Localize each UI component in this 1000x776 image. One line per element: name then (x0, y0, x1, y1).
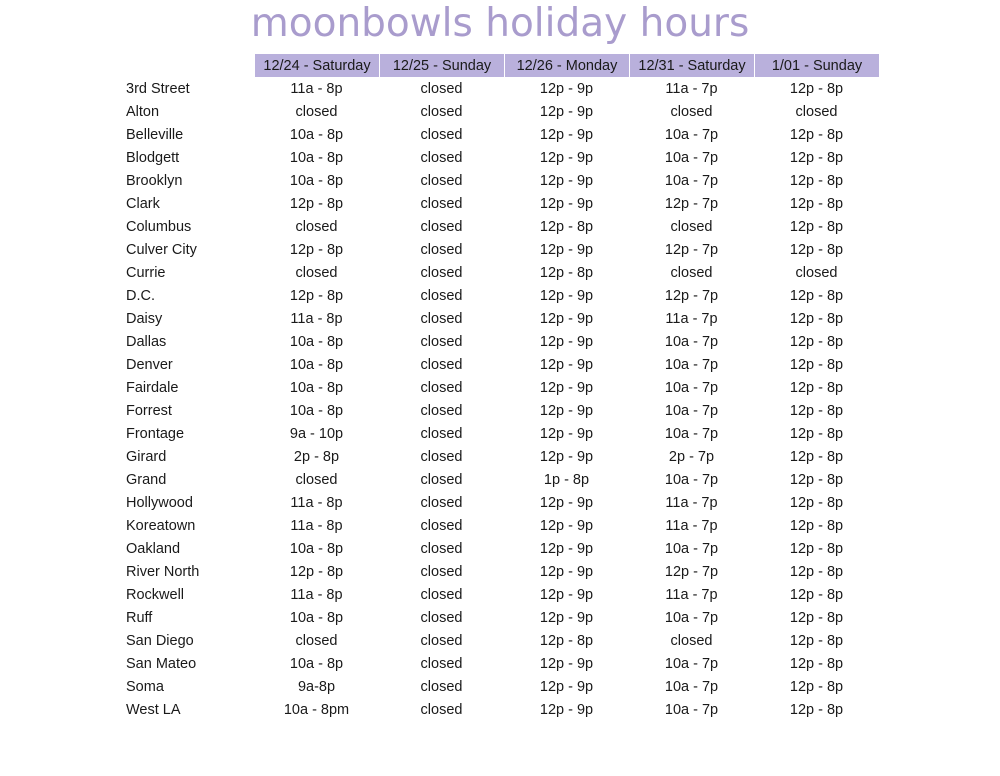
hours-cell: closed (420, 540, 463, 557)
location-name: Girard (126, 448, 167, 465)
hours-cell: 12p - 9p (539, 563, 594, 580)
holiday-hours-table (122, 54, 879, 721)
hours-cell: closed (420, 655, 463, 672)
hours-cell: 12p - 9p (539, 402, 594, 419)
hours-cell: 11a - 7p (665, 494, 718, 511)
hours-cell: 12p - 8p (789, 448, 844, 465)
hours-cell: 10a - 7p (664, 701, 719, 718)
hours-cell: 11a - 7p (665, 517, 718, 534)
hours-cell: closed (420, 195, 463, 212)
hours-cell: 12p - 9p (539, 126, 594, 143)
table-row (122, 146, 879, 169)
hours-cell: 11a - 8p (290, 310, 343, 327)
location-name: Denver (126, 356, 173, 373)
hours-cell: closed (295, 103, 338, 120)
hours-cell: 10a - 7p (664, 655, 719, 672)
column-header-dec-31: 12/31 - Saturday (629, 54, 754, 77)
table-row (122, 77, 879, 100)
table-row (122, 192, 879, 215)
hours-cell: closed (420, 425, 463, 442)
location-name: Blodgett (126, 149, 180, 166)
hours-cell: 12p - 8p (789, 517, 844, 534)
hours-cell: closed (420, 264, 463, 281)
hours-cell: closed (420, 563, 463, 580)
hours-cell: 10a - 7p (664, 333, 719, 350)
location-name: Alton (126, 103, 160, 120)
table-row (122, 560, 879, 583)
location-name: Hollywood (126, 494, 193, 511)
table-row (122, 675, 879, 698)
hours-cell: closed (420, 402, 463, 419)
location-name: Rockwell (126, 586, 185, 603)
hours-cell: 12p - 9p (539, 517, 594, 534)
location-name: Brooklyn (126, 172, 183, 189)
hours-cell: 12p - 8p (289, 241, 344, 258)
table-row (122, 514, 879, 537)
hours-cell: 12p - 7p (664, 563, 719, 580)
hours-cell: 12p - 8p (539, 264, 594, 281)
hours-cell: 12p - 8p (539, 632, 594, 649)
location-name: Clark (126, 195, 160, 212)
hours-cell: 12p - 9p (539, 195, 594, 212)
hours-cell: closed (420, 80, 463, 97)
hours-cell: 12p - 8p (789, 563, 844, 580)
location-name: Koreatown (126, 517, 196, 534)
hours-cell: 11a - 8p (290, 494, 343, 511)
location-name: Oakland (126, 540, 181, 557)
location-name: Columbus (126, 218, 192, 235)
hours-cell: 10a - 8pm (283, 701, 350, 718)
column-header-jan-01: 1/01 - Sunday (754, 54, 879, 77)
hours-cell: 12p - 8p (289, 195, 344, 212)
hours-cell: closed (795, 264, 838, 281)
location-name: West LA (126, 701, 181, 718)
hours-cell: 12p - 7p (664, 287, 719, 304)
hours-cell: 12p - 8p (789, 655, 844, 672)
hours-cell: 10a - 8p (289, 333, 344, 350)
hours-cell: 10a - 8p (289, 379, 344, 396)
hours-cell: 10a - 7p (664, 402, 719, 419)
location-name: Daisy (126, 310, 163, 327)
hours-cell: 12p - 8p (789, 425, 844, 442)
location-name: Forrest (126, 402, 172, 419)
hours-cell: 12p - 8p (789, 540, 844, 557)
location-name: D.C. (126, 287, 155, 304)
hours-cell: 10a - 8p (289, 655, 344, 672)
hours-cell: 12p - 9p (539, 80, 594, 97)
location-name: River North (126, 563, 200, 580)
hours-cell: 12p - 8p (789, 586, 844, 603)
hours-cell: closed (420, 103, 463, 120)
hours-cell: closed (420, 356, 463, 373)
table-body (122, 77, 879, 721)
hours-cell: closed (295, 471, 338, 488)
hours-cell: 2p - 8p (293, 448, 340, 465)
hours-cell: closed (295, 632, 338, 649)
hours-cell: 11a - 7p (665, 310, 718, 327)
table-row (122, 307, 879, 330)
hours-cell: 12p - 9p (539, 678, 594, 695)
table-row (122, 652, 879, 675)
hours-cell: 12p - 8p (789, 241, 844, 258)
table-row (122, 491, 879, 514)
hours-cell: 12p - 9p (539, 425, 594, 442)
hours-cell: 11a - 8p (290, 80, 343, 97)
table-row (122, 376, 879, 399)
hours-cell: closed (420, 448, 463, 465)
hours-cell: 12p - 9p (539, 586, 594, 603)
table-row (122, 169, 879, 192)
hours-cell: 12p - 9p (539, 356, 594, 373)
table-row (122, 537, 879, 560)
hours-cell: 12p - 9p (539, 287, 594, 304)
hours-cell: closed (420, 632, 463, 649)
table-row (122, 606, 879, 629)
hours-cell: closed (420, 701, 463, 718)
table-row (122, 422, 879, 445)
table-row (122, 100, 879, 123)
hours-cell: 12p - 9p (539, 333, 594, 350)
table-row (122, 238, 879, 261)
location-name: 3rd Street (126, 80, 190, 97)
hours-cell: 1p - 8p (543, 471, 590, 488)
hours-cell: 10a - 7p (664, 609, 719, 626)
hours-cell: 10a - 7p (664, 172, 719, 189)
hours-cell: 12p - 9p (539, 149, 594, 166)
location-name: Belleville (126, 126, 184, 143)
table-row (122, 399, 879, 422)
hours-cell: 12p - 9p (539, 310, 594, 327)
hours-cell: 12p - 8p (289, 287, 344, 304)
hours-cell: 10a - 7p (664, 540, 719, 557)
hours-cell: closed (420, 609, 463, 626)
hours-cell: 12p - 8p (789, 609, 844, 626)
table-row (122, 330, 879, 353)
location-name: Grand (126, 471, 167, 488)
hours-cell: 12p - 9p (539, 172, 594, 189)
hours-cell: 12p - 7p (664, 195, 719, 212)
hours-cell: 12p - 8p (789, 195, 844, 212)
hours-cell: 12p - 9p (539, 103, 594, 120)
table-row (122, 261, 879, 284)
table-row (122, 284, 879, 307)
table-row (122, 468, 879, 491)
table-row (122, 583, 879, 606)
hours-cell: closed (420, 333, 463, 350)
hours-cell: closed (420, 172, 463, 189)
hours-cell: 10a - 8p (289, 609, 344, 626)
location-name: Culver City (126, 241, 197, 258)
hours-cell: closed (795, 103, 838, 120)
table-row (122, 215, 879, 238)
hours-cell: closed (420, 471, 463, 488)
hours-cell: 12p - 8p (539, 218, 594, 235)
hours-cell: 10a - 8p (289, 172, 344, 189)
hours-cell: 9a-8p (297, 678, 336, 695)
hours-cell: 10a - 7p (664, 425, 719, 442)
hours-cell: 12p - 8p (789, 678, 844, 695)
hours-cell: 11a - 8p (290, 517, 343, 534)
hours-cell: 10a - 7p (664, 126, 719, 143)
hours-cell: 12p - 8p (789, 379, 844, 396)
hours-cell: closed (420, 494, 463, 511)
hours-cell: 12p - 9p (539, 701, 594, 718)
hours-cell: 12p - 9p (539, 494, 594, 511)
hours-cell: closed (420, 287, 463, 304)
hours-cell: 10a - 8p (289, 402, 344, 419)
location-header-blank (122, 54, 254, 77)
hours-cell: closed (670, 103, 713, 120)
hours-cell: 10a - 8p (289, 356, 344, 373)
hours-cell: closed (670, 218, 713, 235)
hours-cell: closed (420, 241, 463, 258)
location-name: Currie (126, 264, 166, 281)
hours-cell: closed (420, 586, 463, 603)
hours-cell: 12p - 8p (789, 149, 844, 166)
hours-cell: 12p - 8p (289, 563, 344, 580)
hours-cell: closed (295, 264, 338, 281)
hours-cell: 12p - 9p (539, 609, 594, 626)
hours-cell: closed (420, 678, 463, 695)
hours-cell: 12p - 7p (664, 241, 719, 258)
hours-cell: 10a - 7p (664, 379, 719, 396)
hours-cell: 10a - 7p (664, 678, 719, 695)
table-row (122, 123, 879, 146)
location-name: Ruff (126, 609, 153, 626)
table-row (122, 353, 879, 376)
hours-cell: 10a - 8p (289, 540, 344, 557)
location-name: Dallas (126, 333, 167, 350)
hours-cell: closed (670, 632, 713, 649)
hours-cell: 12p - 8p (789, 172, 844, 189)
hours-cell: 11a - 7p (665, 586, 718, 603)
hours-cell: closed (420, 218, 463, 235)
location-name: San Diego (126, 632, 194, 649)
hours-cell: closed (295, 218, 338, 235)
hours-cell: closed (420, 149, 463, 166)
location-name: San Mateo (126, 655, 197, 672)
hours-cell: closed (420, 517, 463, 534)
hours-cell: 12p - 8p (789, 494, 844, 511)
column-header-dec-24: 12/24 - Saturday (254, 54, 379, 77)
hours-cell: 12p - 8p (789, 126, 844, 143)
hours-cell: 10a - 7p (664, 471, 719, 488)
table-row (122, 629, 879, 652)
hours-cell: 11a - 7p (665, 80, 718, 97)
hours-cell: closed (420, 379, 463, 396)
hours-cell: 12p - 8p (789, 310, 844, 327)
hours-cell: 10a - 7p (664, 149, 719, 166)
column-header-dec-25: 12/25 - Sunday (379, 54, 504, 77)
hours-cell: 12p - 9p (539, 448, 594, 465)
hours-cell: 12p - 8p (789, 471, 844, 488)
hours-cell: 11a - 8p (290, 586, 343, 603)
hours-cell: 2p - 7p (668, 448, 715, 465)
hours-cell: 12p - 9p (539, 379, 594, 396)
hours-cell: 12p - 8p (789, 632, 844, 649)
location-name: Soma (126, 678, 164, 695)
hours-cell: 12p - 9p (539, 241, 594, 258)
hours-cell: 12p - 9p (539, 540, 594, 557)
hours-cell: 12p - 8p (789, 402, 844, 419)
hours-cell: 10a - 8p (289, 126, 344, 143)
table-row (122, 445, 879, 468)
hours-cell: 12p - 9p (539, 655, 594, 672)
hours-cell: 10a - 8p (289, 149, 344, 166)
hours-cell: 12p - 8p (789, 333, 844, 350)
hours-cell: 9a - 10p (289, 425, 344, 442)
hours-cell: 10a - 7p (664, 356, 719, 373)
hours-cell: 12p - 8p (789, 287, 844, 304)
table-row (122, 698, 879, 721)
header-row (122, 54, 879, 77)
hours-cell: 12p - 8p (789, 356, 844, 373)
hours-cell: 12p - 8p (789, 218, 844, 235)
column-header-dec-26: 12/26 - Monday (504, 54, 629, 77)
page-title: moonbowls holiday hours (250, 1, 750, 46)
location-name: Frontage (126, 425, 185, 442)
hours-cell: 12p - 8p (789, 701, 844, 718)
hours-cell: 12p - 8p (789, 80, 844, 97)
hours-cell: closed (420, 126, 463, 143)
hours-cell: closed (420, 310, 463, 327)
location-name: Fairdale (126, 379, 179, 396)
hours-cell: closed (670, 264, 713, 281)
